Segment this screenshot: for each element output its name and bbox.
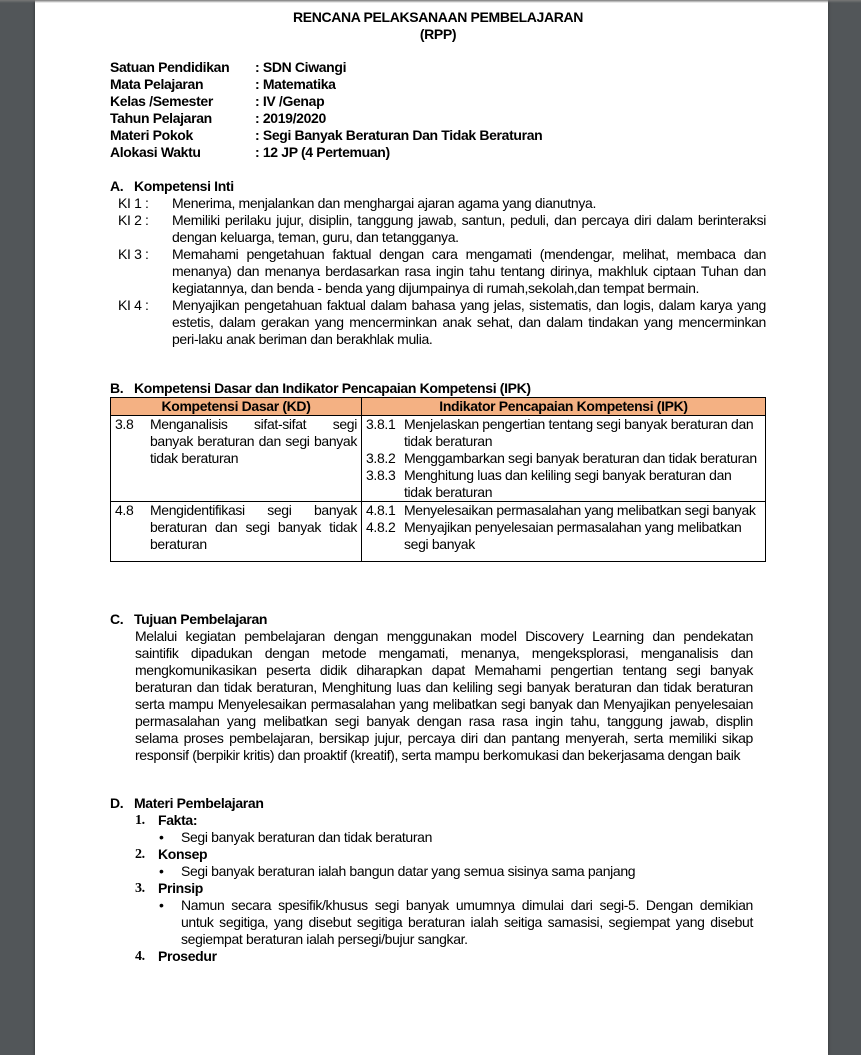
ipk-number: 4.8.1 [366,502,396,518]
section-c [110,611,766,764]
ki-item [110,246,766,297]
identity-row [110,93,766,110]
identity-label: Tahun Pelajaran [110,110,212,126]
bullet-text: Segi banyak beraturan ialah bangun datar yang semua sisinya sama panjang [181,863,636,879]
objective-paragraph: Melalui kegiatan pembelajaran dengan menggunakan model Discovery Learning dan pendekatan saintifik dipadukan dengan metode mengamati, menanya, mengeksplorasi, menganalisis dan mengkomunikasikan peserta didik diharapkan dapat Memahami pengertian tentang segi banyak beraturan dan tidak beraturan, Menghitung luas dan keliling segi banyak beraturan dan tidak beraturan serta mampu Menyelesaikan permasalahan yang melibatkan segi banyak dan Menyajikan penyelesaian permasalahan yang melibatkan segi banyak dengan rasa rasa ingin tahu, tanggung jawab, displin selama proses pembelajaran, bersikap jujur, percaya diri dan pantang menyerah, serta memiliki sikap responsif (berpikir kritis) dan proaktif (kreatif), serta mampu berkomukasi dan bekerjasama dengan baik [135,628,753,763]
identity-value: : Segi Banyak Beraturan Dan Tidak Beraturan [255,127,543,143]
material-number: 1. [135,813,145,828]
identity-value: : 12 JP (4 Pertemuan) [255,144,390,160]
ipk-text: Menjelaskan pengertian tentang segi banyak beraturan dan tidak beraturan [404,416,754,449]
section-title: Materi Pembelajaran [134,795,264,811]
identity-value: : IV /Genap [255,93,325,109]
ki-item [110,195,766,212]
ki-text: Memiliki perilaku jujur, disiplin, tanggung jawab, santun, peduli, dan percaya diri dalam berinteraksi dengan keluarga, teman, guru, dan tetangganya. [172,212,766,245]
bullet-icon: • [159,863,164,879]
kd-text: Mengidentifikasi segi banyak beraturan dan segi banyak tidak beraturan [150,502,357,552]
table-header-row [111,398,766,416]
ipk-cell [362,502,766,562]
identity-label: Mata Pelajaran [110,76,204,92]
material-title: Prinsip [158,880,204,896]
ipk-number: 3.8.2 [366,450,396,466]
section-heading [110,380,766,397]
table-row [111,416,766,502]
identity-value: : 2019/2020 [255,110,326,126]
section-a [110,178,766,348]
ipk-text: Menyajikan penyelesaian permasalahan yang melibatkan segi banyak [404,519,742,552]
viewer-top-shadow [0,0,861,3]
identity-label: Alokasi Waktu [110,144,201,160]
ipk-number: 4.8.2 [366,519,396,535]
section-letter: B. [110,380,124,396]
material-number: 2. [135,847,145,862]
ki-text: Menyajikan pengetahuan faktual dalam bahasa yang jelas, sistematis, dan logis, dalam karya yang estetis, dalam gerakan yang mencerminkan anak sehat, dan dalam tindakan yang mencerminkan peri-laku anak beriman dan berakhlak mulia. [172,297,766,347]
ipk-number: 3.8.1 [366,416,396,432]
kd-number: 4.8 [115,502,134,518]
ki-text: Memahami pengetahuan faktual dengan cara mengamati (mendengar, melihat, membaca dan menanya) dan menanya berdasarkan rasa ingin tahu tentang dirinya, makhluk ciptaan Tuhan dan kegiatannya, dan benda - benda yang dijumpainya di rumah,sekolah,dan tempat bermain. [172,246,766,296]
material-title: Konsep [158,846,208,862]
ipk-number: 3.8.3 [366,467,396,483]
section-title: Tujuan Pembelajaran [134,611,268,627]
kd-cell [111,416,362,502]
material-subheading [135,846,766,863]
kd-text: Menganalisis sifat-sifat segi banyak beraturan dan segi banyak tidak beraturan [150,416,357,466]
bullet-text: Segi banyak beraturan dan tidak beraturan [181,829,433,845]
section-heading [110,611,766,628]
section-title: Kompetensi Dasar dan Indikator Pencapaian Kompetensi (IPK) [134,380,531,396]
kd-cell [111,502,362,562]
kd-ipk-table [110,397,766,562]
material-subheading [135,812,766,829]
section-title: Kompetensi Inti [134,178,234,194]
ipk-item [366,416,761,450]
ki-key: KI 4 : [118,297,149,313]
material-title: Prosedur [158,948,217,964]
ipk-item [366,519,761,553]
title-line: RENCANA PELAKSANAAN PEMBELAJARAN [292,9,584,25]
section-letter: C. [110,611,124,627]
identity-row [110,76,766,93]
material-number: 3. [135,881,145,896]
identity-row [110,110,766,127]
identity-value: : Matematika [255,76,336,92]
document-page [35,0,828,1055]
list-item [159,897,753,948]
section-letter: A. [110,178,124,194]
identity-label: Satuan Pendidikan [110,59,230,75]
identity-row [110,127,766,144]
ipk-text: Menggambarkan segi banyak beraturan dan tidak beraturan [404,450,757,466]
title-subtitle: (RPP) [419,26,457,42]
material-subheading [135,880,766,897]
table-row [111,502,766,562]
ipk-text: Menghitung luas dan keliling segi banyak beraturan dan tidak beraturan [404,467,732,500]
identity-value: : SDN Ciwangi [255,59,347,75]
material-number: 4. [135,949,145,964]
ipk-text: Menyelesaikan permasalahan yang melibatkan segi banyak [404,502,756,518]
list-item [159,829,753,846]
identity-label: Kelas /Semester [110,93,213,109]
ipk-item [366,502,761,519]
ki-text: Menerima, menjalankan dan menghargai ajaran agama yang dianutnya. [172,195,596,211]
ki-key: KI 3 : [118,246,149,262]
material-title: Fakta: [158,812,198,828]
identity-label: Materi Pokok [110,127,193,143]
document-title [110,9,766,43]
ipk-item [366,450,761,467]
material-subheading [135,948,766,965]
ki-key: KI 1 : [118,195,149,211]
section-d [110,795,766,965]
section-heading [110,795,766,812]
bullet-icon: • [159,829,164,845]
ipk-cell [362,416,766,502]
ki-item [110,297,766,348]
section-letter: D. [110,795,124,811]
kd-number: 3.8 [115,416,134,432]
ki-key: KI 2 : [118,212,149,228]
section-b [110,380,766,562]
identity-block [110,59,766,161]
bullet-text: Namun secara spesifik/khusus segi banyak umumnya dimulai dari segi-5. Dengan demikian untuk segitiga, yang disebut segitiga beraturan ialah seitiga samasisi, segiempat yang disebut segiempat beraturan ialah persegi/bujur sangkar. [181,897,753,947]
ki-item [110,212,766,246]
bullet-icon: • [159,897,164,913]
identity-row [110,144,766,161]
table-header: Indikator Pencapaian Kompetensi (IPK) [362,398,766,416]
section-heading [110,178,766,195]
identity-row [110,59,766,76]
ipk-item [366,467,761,501]
list-item [159,863,753,880]
table-header: Kompetensi Dasar (KD) [111,398,362,416]
